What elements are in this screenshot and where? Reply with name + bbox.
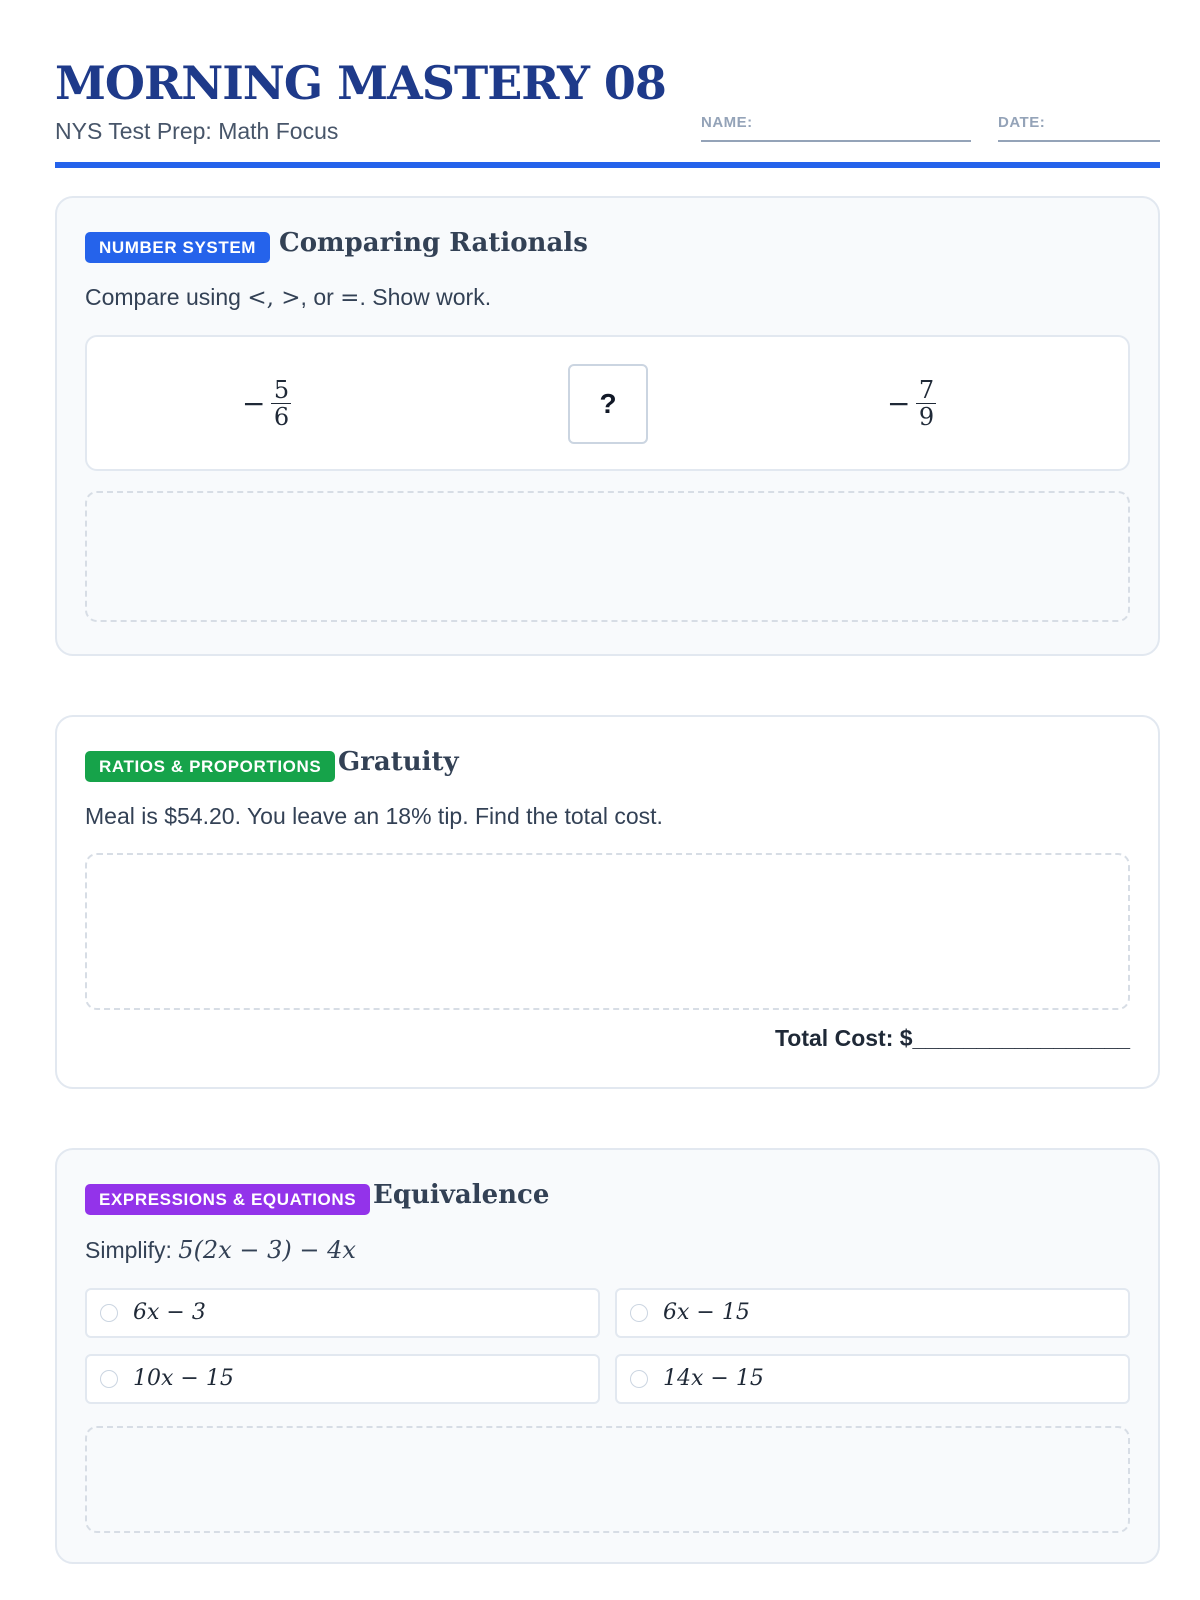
prompt-text: , bbox=[266, 285, 282, 311]
choice-option-c[interactable] bbox=[85, 1354, 600, 1404]
topic-tag: NUMBER SYSTEM bbox=[85, 232, 270, 263]
radio-button[interactable] bbox=[630, 1304, 648, 1322]
question-card-gratuity bbox=[55, 715, 1160, 1089]
name-label: NAME: bbox=[701, 114, 753, 131]
radio-button[interactable] bbox=[100, 1304, 118, 1322]
less-than-symbol: < bbox=[247, 285, 267, 311]
question-title: Comparing Rationals bbox=[279, 228, 588, 258]
comparison-box bbox=[85, 335, 1130, 471]
question-card-comparing-rationals bbox=[55, 196, 1160, 656]
page-title: MORNING MASTERY 08 bbox=[55, 56, 666, 110]
radio-button[interactable] bbox=[630, 1370, 648, 1388]
question-prompt: Meal is $54.20. You leave an 18% tip. Find the total cost. bbox=[85, 803, 663, 829]
denominator: 9 bbox=[918, 403, 935, 431]
page-subtitle: NYS Test Prep: Math Focus bbox=[55, 118, 339, 144]
choice-label: 6x − 15 bbox=[663, 1300, 750, 1325]
comparison-answer-box[interactable]: ? bbox=[568, 364, 648, 444]
worksheet-header bbox=[55, 56, 1160, 168]
work-area[interactable] bbox=[85, 491, 1130, 622]
choice-label: 10x − 15 bbox=[133, 1366, 234, 1391]
radio-button[interactable] bbox=[100, 1370, 118, 1388]
numerator: 5 bbox=[273, 376, 290, 404]
prompt-label: Simplify: bbox=[85, 1237, 179, 1263]
right-fraction bbox=[887, 377, 936, 430]
prompt-text: Compare using bbox=[85, 284, 248, 310]
question-prompt bbox=[85, 1236, 356, 1264]
question-card-equivalence bbox=[55, 1148, 1160, 1564]
name-field[interactable] bbox=[701, 114, 971, 142]
equals-symbol: = bbox=[340, 285, 360, 311]
choice-option-a[interactable] bbox=[85, 1288, 600, 1338]
minus-sign: − bbox=[242, 387, 266, 420]
expression: 5(2x − 3) − 4x bbox=[178, 1236, 356, 1264]
left-fraction bbox=[242, 377, 291, 430]
question-prompt bbox=[85, 284, 491, 311]
topic-tag: RATIOS & PROPORTIONS bbox=[85, 751, 335, 782]
choice-label: 6x − 3 bbox=[133, 1300, 206, 1325]
choice-option-b[interactable] bbox=[615, 1288, 1130, 1338]
numerator: 7 bbox=[918, 376, 935, 404]
choice-option-d[interactable] bbox=[615, 1354, 1130, 1404]
choice-label: 14x − 15 bbox=[663, 1366, 764, 1391]
denominator: 6 bbox=[273, 403, 290, 431]
date-field[interactable] bbox=[998, 114, 1160, 142]
prompt-text: . Show work. bbox=[359, 284, 492, 310]
prompt-text: , or bbox=[300, 284, 341, 310]
work-area[interactable] bbox=[85, 853, 1130, 1010]
date-label: DATE: bbox=[998, 114, 1046, 131]
topic-tag: EXPRESSIONS & EQUATIONS bbox=[85, 1184, 370, 1215]
work-area[interactable] bbox=[85, 1426, 1130, 1533]
question-title: Equivalence bbox=[373, 1180, 550, 1210]
total-cost-answer[interactable]: Total Cost: $_________________ bbox=[774, 1025, 1130, 1051]
question-title: Gratuity bbox=[338, 747, 459, 777]
minus-sign: − bbox=[887, 387, 911, 420]
greater-than-symbol: > bbox=[281, 285, 301, 311]
